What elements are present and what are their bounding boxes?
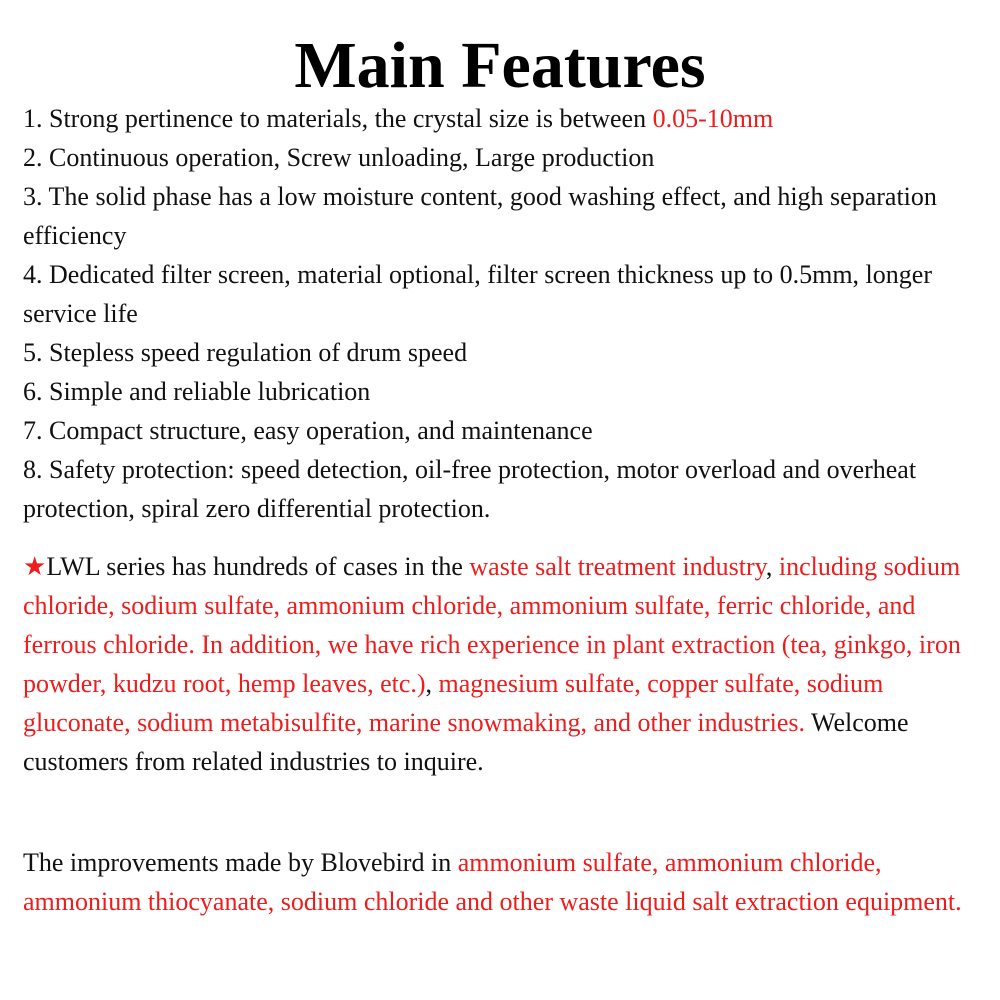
equipment-highlight: ammonium sulfate, ammonium chloride, ammonium thiocyanate, sodium chloride and other waste liquid salt extraction equipment. [23,848,962,916]
feature-number: 5. [23,338,43,367]
industries-highlight: magnesium sulfate, copper sulfate, sodium gluconate, sodium metabisulfite, marine snowmaking, and other industries. [23,669,884,737]
feature-item [23,177,983,255]
feature-item [23,450,983,528]
feature-text: Dedicated filter screen, material optional, filter screen thickness up to 0.5mm, longer service life [23,260,932,328]
feature-number: 4. [23,260,43,289]
feature-list [23,99,983,528]
materials-highlight: including sodium chloride, sodium sulfate, ammonium chloride, ammonium sulfate, ferric chloride, and ferrous chloride. In addition, we have rich experience in plant extraction (tea, ginkgo, iron powder, kudzu root, hemp leaves, etc.) [23,552,961,698]
feature-item [23,255,983,333]
separator-comma: , [765,552,779,581]
feature-item [23,411,983,450]
waste-salt-highlight: waste salt treatment industry [469,552,766,581]
improvements-lead-text: The improvements made by Blovebird in [23,848,458,877]
feature-number: 3. [23,182,43,211]
feature-text: Stepless speed regulation of drum speed [49,338,468,367]
feature-text: Continuous operation, Screw unloading, Large production [49,143,655,172]
feature-text: Safety protection: speed detection, oil-free protection, motor overload and overheat protection, spiral zero differential protection. [23,455,917,523]
feature-text: Compact structure, easy operation, and maintenance [49,416,593,445]
feature-number: 1. [23,104,43,133]
feature-text: Strong pertinence to materials, the crystal size is between [49,104,653,133]
feature-number: 6. [23,377,43,406]
crystal-size-highlight: 0.05-10mm [652,104,774,133]
separator-comma: , [425,669,439,698]
cases-lead-text: LWL series has hundreds of cases in the [46,552,470,581]
feature-number: 2. [23,143,43,172]
welcome-text: Welcome customers from related industries to inquire. [23,708,909,776]
page-title: Main Features [294,29,706,102]
feature-text: The solid phase has a low moisture content, good washing effect, and high separation efficiency [23,182,937,250]
improvements-paragraph [23,843,978,921]
feature-text: Simple and reliable lubrication [49,377,371,406]
feature-item [23,138,983,177]
feature-number: 8. [23,455,43,484]
feature-item [23,99,983,138]
feature-item [23,372,983,411]
star-icon: ★ [23,552,47,581]
industry-cases-paragraph [23,547,978,781]
feature-item [23,333,983,372]
feature-number: 7. [23,416,43,445]
